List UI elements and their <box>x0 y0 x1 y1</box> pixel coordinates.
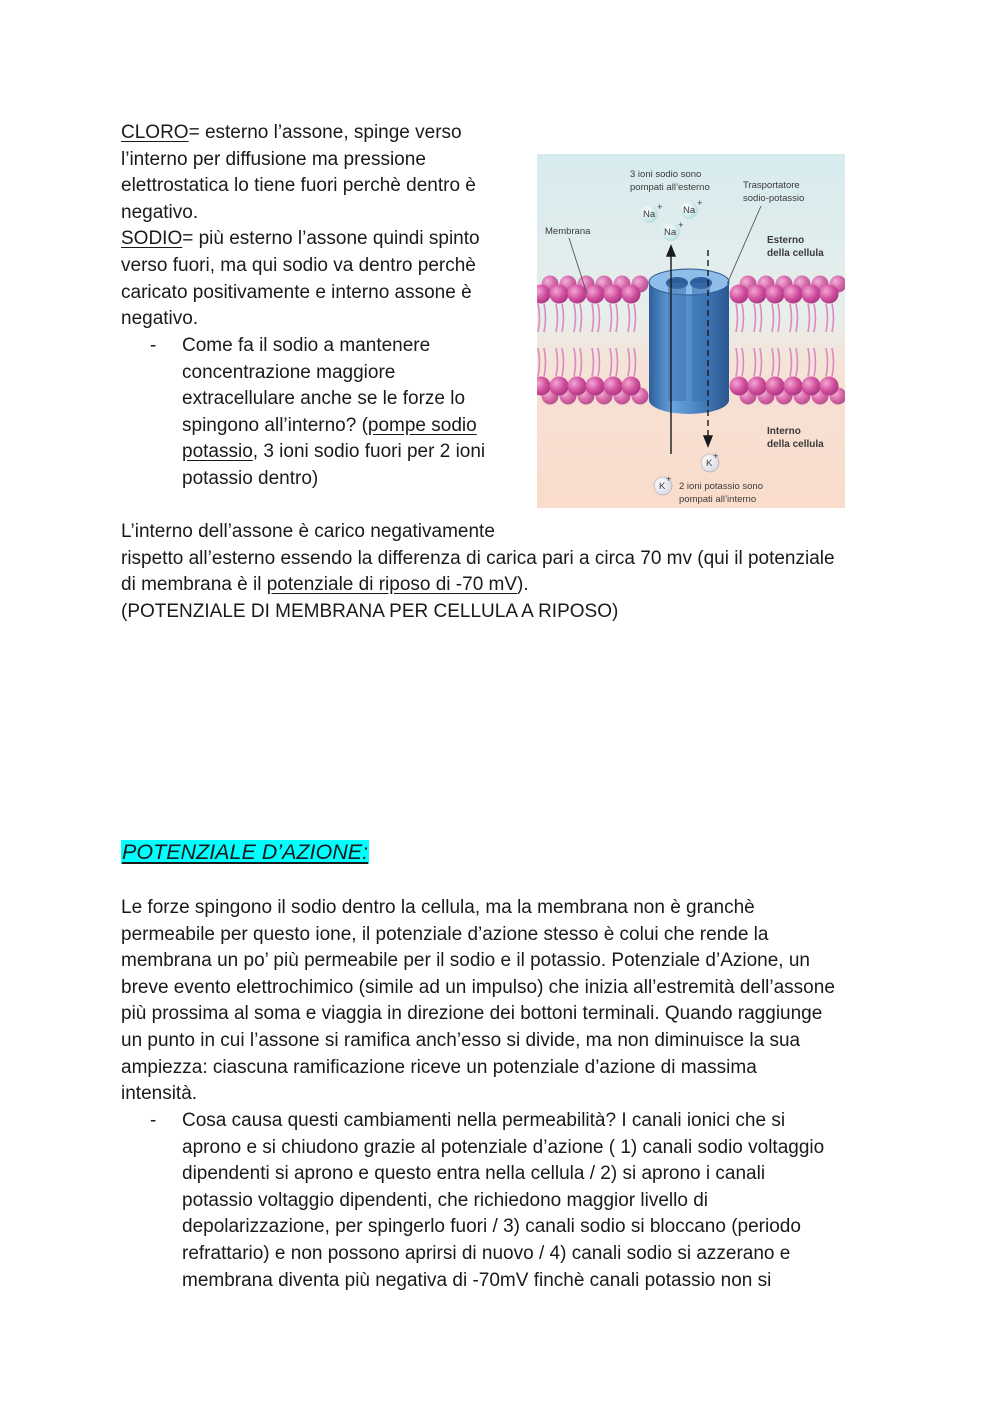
text-line: L’interno dell’assone è carico negativamente <box>121 521 495 542</box>
lipid-head <box>820 377 839 396</box>
resting-potential-term: potenziale di riposo di -70 mV <box>266 574 518 596</box>
text-line: più prossima al soma e viaggia in direzione dei bottoni terminali. Quando raggiunge <box>121 1003 823 1025</box>
na-ion-charge: + <box>678 220 684 231</box>
k-ion-label: K <box>659 481 666 492</box>
k-ion-charge: + <box>713 451 719 462</box>
text-line: rispetto all’esterno essendo la differenza di carica pari a circa 70 mv (qui il potenziale <box>121 547 835 569</box>
lipid-head <box>730 377 749 396</box>
lipid-head <box>568 285 587 304</box>
text-line: aprono e si chiudono grazie al potenziale d’azione ( 1) canali sodio voltaggio <box>182 1136 825 1158</box>
lipid-head <box>820 285 839 304</box>
text-line: depolarizzazione, per spingerlo fuori / 3) canali sodio si bloccano (periodo <box>182 1216 801 1238</box>
membrane-label: Membrana <box>545 226 591 237</box>
lipid-head <box>730 285 749 304</box>
na-ion-label: Na <box>664 227 677 238</box>
pump-term-cont: potassio <box>182 441 253 463</box>
ions-paragraph <box>121 120 480 333</box>
sodio-term: SODIO <box>121 228 183 250</box>
lipid-head <box>550 285 569 304</box>
text-line: membrana un po’ più permeabile per il sodio e il potassio. Potenziale d’Azione, un <box>121 950 810 972</box>
lipid-head <box>766 377 785 396</box>
k-ion-charge: + <box>666 474 672 485</box>
text-line: SODIO= più esterno l’assone quindi spinto <box>121 228 480 250</box>
text-line: verso fuori, ma qui sodio va dentro perchè <box>121 254 476 276</box>
resting-potential-paragraph <box>121 519 835 625</box>
na-ion-charge: + <box>697 198 703 209</box>
inside-cell-label: della cellula <box>767 439 824 450</box>
text-line: (POTENZIALE DI MEMBRANA PER CELLULA A RIPOSO) <box>121 600 619 622</box>
text-line: permeabile per questo ione, il potenziale d’azione stesso è colui che rende la <box>121 923 769 945</box>
transporter-label: Trasportatore <box>743 180 800 191</box>
text-line: spingono all’interno? (pompe sodio <box>182 414 477 436</box>
lipid-head <box>784 377 803 396</box>
lipid-head <box>802 285 821 304</box>
pumped-in-label: pompati all’interno <box>679 494 757 505</box>
lipid-head <box>622 285 641 304</box>
na-ion-label: Na <box>683 205 696 216</box>
bullet-dash: - <box>150 335 157 356</box>
na-ion-charge: + <box>657 202 663 213</box>
text-line: ampiezza: ciascuna ramificazione riceve un potenziale d’azione di massima <box>121 1056 757 1078</box>
text-line: di membrana è il potenziale di riposo di -70 mV). <box>121 574 529 596</box>
text-line: negativo. <box>121 308 199 330</box>
lipid-head <box>748 285 767 304</box>
text-line: Cosa causa questi cambiamenti nella permeabilità? I canali ionici che si <box>182 1110 786 1131</box>
sodium-potassium-pump-figure <box>537 154 845 508</box>
transporter-label: sodio-potassio <box>743 193 805 204</box>
pump-diagram <box>537 154 845 508</box>
text-line: membrana diventa più negativa di -70mV finchè canali potassio non si <box>182 1269 772 1291</box>
text-line: refrattario) e non possono aprirsi di nuovo / 4) canali sodio si azzerano e <box>182 1242 791 1264</box>
lipid-head <box>748 377 767 396</box>
section-heading <box>121 837 369 867</box>
text-line: potassio voltaggio dipendenti, che richiedono maggior livello di <box>182 1189 708 1211</box>
lipid-head <box>604 377 623 396</box>
text-line: intensità. <box>121 1083 198 1105</box>
text-line: elettrostatica lo tiene fuori perchè dentro è <box>121 175 476 197</box>
pumped-in-label: 2 ioni potassio sono <box>679 481 763 492</box>
section-title: POTENZIALE D’AZIONE: <box>122 840 369 864</box>
inside-cell-label: Interno <box>767 426 801 437</box>
text-line: l’interno per diffusione ma pressione <box>121 148 426 170</box>
lipid-head <box>766 285 785 304</box>
lipid-head <box>586 285 605 304</box>
lipid-head <box>550 377 569 396</box>
action-potential-paragraph <box>121 895 835 1108</box>
lipid-head <box>622 377 641 396</box>
outside-cell-label: Esterno <box>767 235 805 246</box>
text-line: CLORO= esterno l’assone, spinge verso <box>121 122 462 143</box>
na-ion-label: Na <box>643 209 656 220</box>
text-line: caricato positivamente e interno assone è <box>121 281 472 303</box>
lipid-head <box>802 377 821 396</box>
text-line: potassio dentro) <box>182 467 319 489</box>
lipid-head <box>784 285 803 304</box>
pump-term: pompe sodio <box>367 414 477 436</box>
lipid-head <box>604 285 623 304</box>
outside-cell-label: della cellula <box>767 248 824 259</box>
lipid-head <box>568 377 587 396</box>
text-line: Come fa il sodio a mantenere <box>182 335 431 356</box>
pump-channel <box>649 269 729 414</box>
bullet-dash: - <box>150 1110 157 1131</box>
bullet-item-pump <box>182 333 485 493</box>
k-ion-label: K <box>706 458 713 469</box>
text-line: dipendenti si aprono e questo entra nella cellula / 2) si aprono i canali <box>182 1163 766 1185</box>
pumped-out-label: pompati all’esterno <box>630 182 710 193</box>
cloro-term: CLORO <box>121 122 189 143</box>
text-line: negativo. <box>121 201 199 223</box>
text-line: un punto in cui l’assone si ramifica anch’esso si divide, ma non diminuisce la sua <box>121 1029 801 1051</box>
text-line: breve evento elettrochimico (simile ad un impulso) che inizia all’estremità dell’assone <box>121 976 835 998</box>
text-line: extracellulare anche se le forze lo <box>182 388 466 410</box>
bullet-item-permeability <box>182 1108 824 1294</box>
text-line: Le forze spingono il sodio dentro la cellula, ma la membrana non è granchè <box>121 897 755 918</box>
pumped-out-label: 3 ioni sodio sono <box>630 169 702 180</box>
lipid-head <box>586 377 605 396</box>
text-line: concentrazione maggiore <box>182 361 396 383</box>
text-line: potassio, 3 ioni sodio fuori per 2 ioni <box>182 441 486 463</box>
